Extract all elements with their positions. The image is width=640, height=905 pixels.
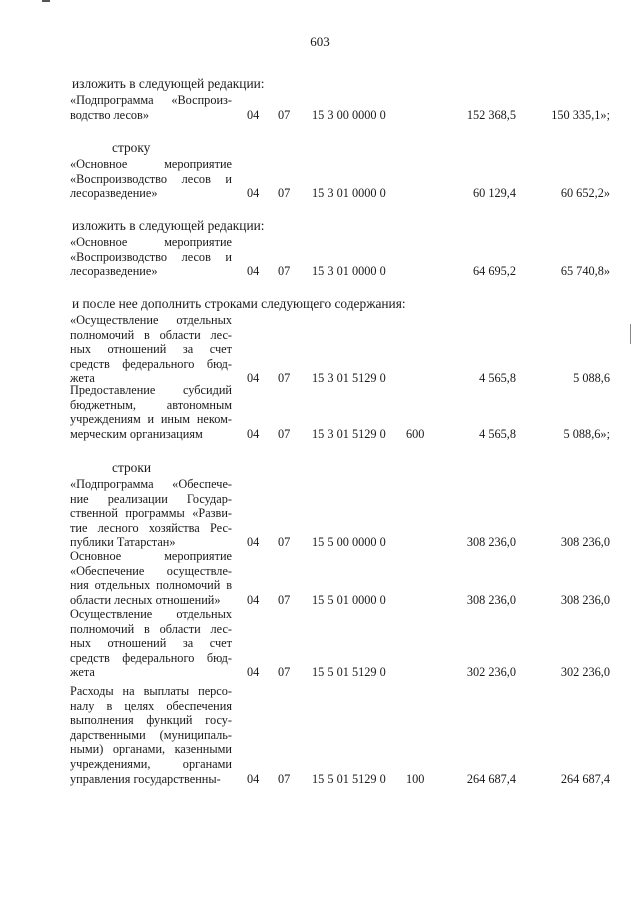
description-line: Расходы на выплаты персо- bbox=[70, 684, 232, 698]
description-line: «Подпрограмма «Воспроиз- bbox=[70, 93, 232, 107]
instruction-heading: и после нее дополнить строками следующего содержания: bbox=[72, 296, 406, 311]
subsection-code: 07 bbox=[278, 426, 291, 441]
row-description bbox=[70, 235, 232, 279]
description-line: ными) органами, казенными bbox=[70, 742, 232, 757]
target-article-code: 15 3 00 0000 0 bbox=[312, 107, 386, 122]
amount-year-2: 65 740,8» bbox=[560, 264, 610, 279]
description-line: публики Татарстан» bbox=[70, 535, 176, 550]
row-description bbox=[70, 684, 232, 786]
instruction-heading: изложить в следующей редакции: bbox=[72, 76, 265, 91]
row-description bbox=[70, 313, 232, 386]
section-code: 04 bbox=[247, 771, 260, 786]
amount-year-1: 4 565,8 bbox=[479, 371, 516, 386]
row-description bbox=[70, 93, 232, 122]
target-article-code: 15 3 01 5129 0 bbox=[312, 426, 386, 441]
subsection-code: 07 bbox=[278, 264, 291, 279]
instruction-heading: изложить в следующей редакции: bbox=[72, 218, 265, 233]
section-code: 04 bbox=[247, 592, 260, 607]
description-line: «Основное мероприятие bbox=[70, 157, 232, 171]
description-line: ных отношений за счет bbox=[70, 636, 232, 651]
amount-year-1: 264 687,4 bbox=[466, 771, 516, 786]
description-line: бюджетным, автономным bbox=[70, 397, 232, 412]
subsection-code: 07 bbox=[278, 107, 291, 122]
description-line: ние реализации Государ- bbox=[70, 491, 232, 506]
description-line: жета bbox=[70, 665, 95, 680]
target-article-code: 15 5 01 5129 0 bbox=[312, 771, 386, 786]
section-code: 04 bbox=[247, 264, 260, 279]
amount-year-2: 308 236,0 bbox=[560, 592, 610, 607]
target-article-code: 15 5 01 0000 0 bbox=[312, 592, 386, 607]
section-code: 04 bbox=[247, 186, 260, 201]
amount-year-2: 302 236,0 bbox=[560, 665, 610, 680]
section-code: 04 bbox=[247, 371, 260, 386]
description-line: области лесных отношений» bbox=[70, 592, 221, 607]
subsection-code: 07 bbox=[278, 535, 291, 550]
row-description bbox=[70, 607, 232, 680]
description-line: учреждениями, органами bbox=[70, 756, 232, 771]
amount-year-1: 60 129,4 bbox=[472, 186, 516, 201]
description-line: тие лесного хозяйства Рес- bbox=[70, 520, 232, 535]
amount-year-1: 152 368,5 bbox=[466, 107, 516, 122]
description-line: управления государственны- bbox=[70, 771, 221, 786]
description-line: Основное мероприятие bbox=[70, 549, 232, 563]
description-line: «Осуществление отдельных bbox=[70, 313, 232, 327]
description-line: средств федерального бюд- bbox=[70, 650, 232, 665]
subsection-code: 07 bbox=[278, 665, 291, 680]
target-article-code: 15 3 01 0000 0 bbox=[312, 186, 386, 201]
subsection-code: 07 bbox=[278, 771, 291, 786]
section-code: 04 bbox=[247, 107, 260, 122]
description-line: налу в целях обеспечения bbox=[70, 698, 232, 713]
row-description bbox=[70, 477, 232, 550]
description-line: жета bbox=[70, 371, 95, 386]
target-article-code: 15 5 00 0000 0 bbox=[312, 535, 386, 550]
subsection-code: 07 bbox=[278, 592, 291, 607]
description-line: «Воспроизводство лесов и bbox=[70, 249, 232, 264]
amount-year-2: 5 088,6»; bbox=[563, 426, 610, 441]
budget-row bbox=[0, 235, 640, 279]
budget-row bbox=[0, 607, 640, 680]
expense-type-code: 600 bbox=[406, 426, 425, 441]
target-article-code: 15 5 01 5129 0 bbox=[312, 665, 386, 680]
target-article-code: 15 3 01 5129 0 bbox=[312, 371, 386, 386]
description-line: Предоставление субсидий bbox=[70, 383, 232, 397]
description-line: «Основное мероприятие bbox=[70, 235, 232, 249]
description-line: полномочий в области лес- bbox=[70, 327, 232, 342]
description-line: полномочий в области лес- bbox=[70, 621, 232, 636]
description-line: водство лесов» bbox=[70, 107, 150, 122]
row-description bbox=[70, 549, 232, 607]
description-line: ния отдельных полномочий в bbox=[70, 578, 232, 593]
budget-row bbox=[0, 684, 640, 786]
row-description bbox=[70, 383, 232, 441]
amount-year-1: 302 236,0 bbox=[466, 665, 516, 680]
description-line: «Подпрограмма «Обеспече- bbox=[70, 477, 232, 491]
budget-row bbox=[0, 313, 640, 386]
description-line: лесоразведение» bbox=[70, 186, 158, 201]
instruction-heading: строки bbox=[112, 460, 152, 475]
amount-year-1: 308 236,0 bbox=[466, 535, 516, 550]
description-line: лесоразведение» bbox=[70, 264, 158, 279]
description-line: учреждениям и иным неком- bbox=[70, 412, 232, 427]
target-article-code: 15 3 01 0000 0 bbox=[312, 264, 386, 279]
instruction-heading: строку bbox=[112, 140, 151, 155]
subsection-code: 07 bbox=[278, 186, 291, 201]
amount-year-1: 308 236,0 bbox=[466, 592, 516, 607]
amount-year-2: 264 687,4 bbox=[560, 771, 610, 786]
amount-year-2: 5 088,6 bbox=[573, 371, 610, 386]
description-line: дарственными (муниципаль- bbox=[70, 727, 232, 742]
description-line: ственной программы «Разви- bbox=[70, 506, 232, 521]
budget-row bbox=[0, 93, 640, 122]
description-line: «Обеспечение осуществле- bbox=[70, 563, 232, 578]
description-line: мерческим организациям bbox=[70, 426, 203, 441]
budget-row bbox=[0, 383, 640, 441]
description-line: выполнения функций госу- bbox=[70, 713, 232, 728]
amount-year-2: 308 236,0 bbox=[560, 535, 610, 550]
description-line: «Воспроизводство лесов и bbox=[70, 171, 232, 186]
budget-row bbox=[0, 157, 640, 201]
amount-year-1: 64 695,2 bbox=[472, 264, 516, 279]
subsection-code: 07 bbox=[278, 371, 291, 386]
section-code: 04 bbox=[247, 535, 260, 550]
description-line: средств федерального бюд- bbox=[70, 356, 232, 371]
page-number: 603 bbox=[310, 34, 330, 49]
budget-row bbox=[0, 549, 640, 607]
amount-year-2: 150 335,1»; bbox=[551, 107, 610, 122]
amount-year-1: 4 565,8 bbox=[479, 426, 516, 441]
scan-mark bbox=[42, 0, 50, 2]
description-line: Осуществление отдельных bbox=[70, 607, 232, 621]
section-code: 04 bbox=[247, 426, 260, 441]
amount-year-2: 60 652,2» bbox=[560, 186, 610, 201]
section-code: 04 bbox=[247, 665, 260, 680]
budget-row bbox=[0, 477, 640, 550]
expense-type-code: 100 bbox=[406, 771, 425, 786]
description-line: ных отношений за счет bbox=[70, 342, 232, 357]
row-description bbox=[70, 157, 232, 201]
